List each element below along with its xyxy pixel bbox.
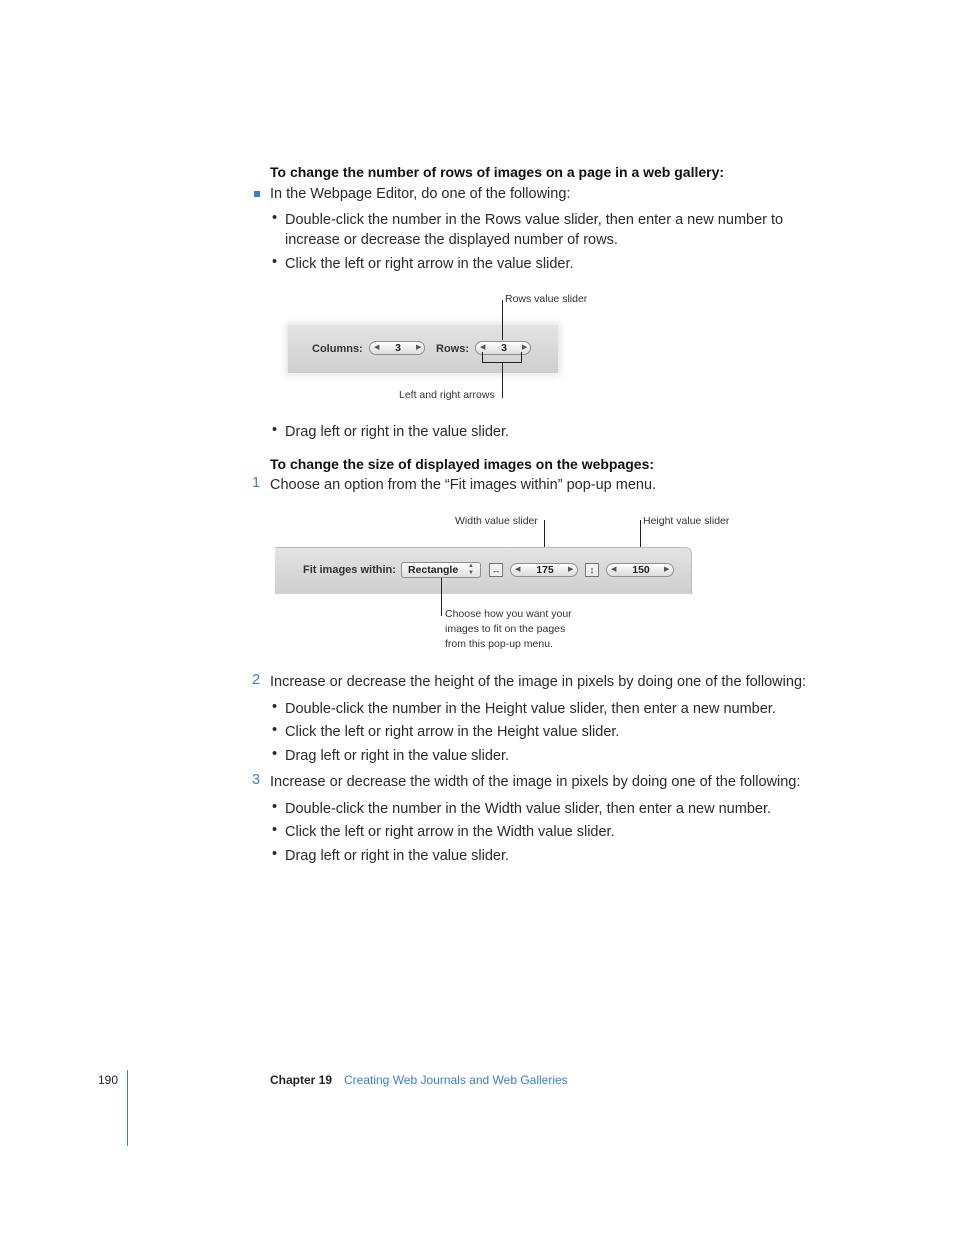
footer-chapter: Chapter 19 [270,1073,333,1087]
callout-line [502,362,503,398]
bullet-text-cont: increase or decrease the displayed number of rows. [285,232,618,248]
fit-images-figure [275,547,691,599]
slider-right-arrow-icon[interactable]: ▶ [568,566,574,573]
slider-left-arrow-icon[interactable]: ◀ [374,344,380,351]
callout-width-value-slider: Width value slider [455,515,538,527]
columns-value[interactable]: 3 [395,342,401,354]
callout-popup-line: images to fit on the pages [445,623,566,635]
list-square-marker [254,191,260,197]
bullet-dot: • [272,254,278,270]
bullet-dot: • [272,746,278,762]
columns-value-slider[interactable] [369,341,425,355]
height-value-slider[interactable] [606,563,674,577]
bullet-text: Drag left or right in the value slider. [285,748,510,764]
step-number: 1 [252,475,261,491]
bullet-dot: • [272,799,278,815]
bullet-dot: • [272,210,278,226]
bullet-dot: • [272,846,278,862]
slider-left-arrow-icon[interactable]: ◀ [611,566,617,573]
callout-height-value-slider: Height value slider [643,515,730,527]
callout-bracket-right [521,352,522,362]
footer-rule [127,1070,128,1146]
bullet-dot: • [272,422,278,438]
rows-value[interactable]: 3 [501,342,507,354]
height-value[interactable]: 150 [632,564,650,576]
slider-left-arrow-icon[interactable]: ◀ [480,344,486,351]
intro-text: In the Webpage Editor, do one of the following: [270,186,571,202]
bullet-text: Drag left or right in the value slider. [285,848,510,864]
width-value-slider[interactable] [510,563,578,577]
slider-right-arrow-icon[interactable]: ▶ [664,566,670,573]
rows-columns-figure [288,325,558,373]
step-number: 3 [252,772,261,788]
fit-images-label: Fit images within: [303,564,396,576]
popup-updown-icon[interactable]: ▲ ▼ [468,563,474,576]
footer-chapter-title[interactable]: Creating Web Journals and Web Galleries [344,1073,568,1087]
callout-popup-line: from this pop-up menu. [445,638,553,650]
width-icon: ↔ [489,563,503,577]
callout-popup-line: Choose how you want your [445,608,572,620]
bullet-dot: • [272,722,278,738]
bullet-text: Drag left or right in the value slider. [285,424,510,440]
slider-right-arrow-icon[interactable]: ▶ [416,344,422,351]
bullet-text: Double-click the number in the Rows value slider, then enter a new number to [285,212,784,228]
bullet-text: Click the left or right arrow in the Width value slider. [285,824,615,840]
bullet-text: Click the left or right arrow in the value slider. [285,256,574,272]
fit-images-popup-menu[interactable] [401,562,481,578]
callout-rows-value-slider: Rows value slider [505,293,588,305]
step-text: Increase or decrease the width of the image in pixels by doing one of the following: [270,774,801,790]
slider-right-arrow-icon[interactable]: ▶ [522,344,528,351]
width-value[interactable]: 175 [536,564,554,576]
step-text: Increase or decrease the height of the image in pixels by doing one of the following: [270,674,807,690]
popup-selected-value[interactable]: Rectangle [408,564,459,576]
height-icon: ↕ [585,563,599,577]
bullet-text: Double-click the number in the Height value slider, then enter a new number. [285,701,776,717]
section-heading-rows: To change the number of rows of images on a page in a web gallery: [270,164,725,180]
callout-line [502,300,503,340]
step-text: Choose an option from the “Fit images within” pop-up menu. [270,477,657,493]
bullet-dot: • [272,699,278,715]
section-heading-size: To change the size of displayed images on the webpages: [270,456,655,472]
page-number: 190 [98,1073,119,1087]
rows-value-slider[interactable] [475,341,531,355]
callout-line [441,578,442,616]
rows-label: Rows: [436,343,469,355]
columns-label: Columns: [312,343,363,355]
bullet-dot: • [272,822,278,838]
step-number: 2 [252,672,261,688]
slider-left-arrow-icon[interactable]: ◀ [515,566,521,573]
callout-bracket-left [482,352,483,362]
bullet-text: Double-click the number in the Width value slider, then enter a new number. [285,801,772,817]
bullet-text: Click the left or right arrow in the Height value slider. [285,724,620,740]
callout-left-right-arrows: Left and right arrows [399,389,495,401]
